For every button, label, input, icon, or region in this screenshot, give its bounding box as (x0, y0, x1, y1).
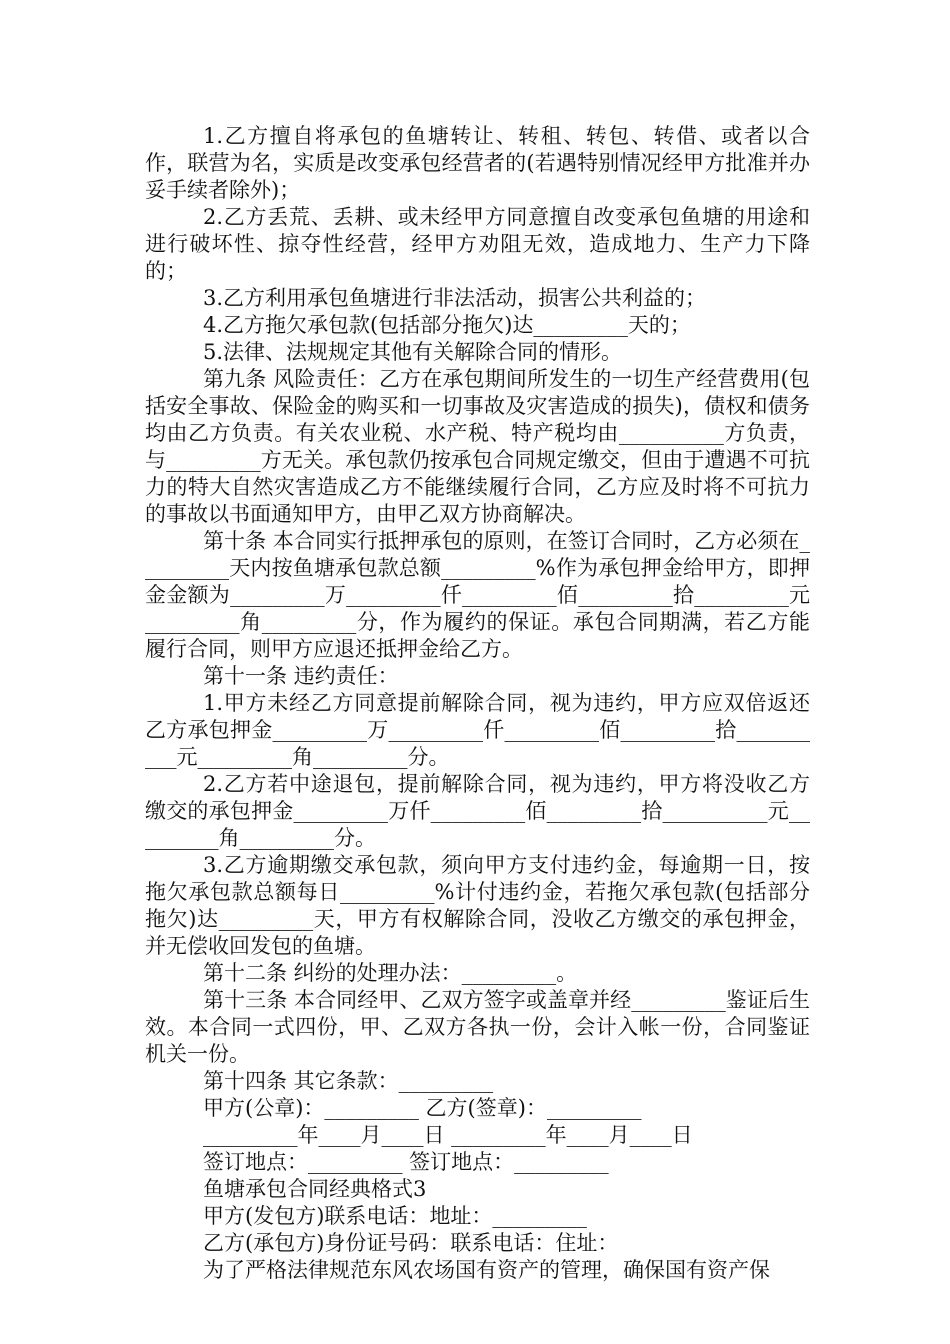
party-b-info: 乙方(承包方)身份证号码：联系电话：住址： (203, 1231, 619, 1255)
article-11-heading: 第十一条 违约责任： (203, 664, 399, 688)
closing-paragraph: 为了严格法律规范东风农场国有资产的管理，确保国有资产保 (203, 1258, 770, 1282)
clause-item-1: 1.乙方擅自将承包的鱼塘转让、转租、转包、转借、或者以合作，联营为名，实质是改变承包经营者的(若遇特别情况经甲方批准并办妥手续者除外)； (145, 124, 810, 202)
clause-item-3: 3.乙方利用承包鱼塘进行非法活动，损害公共利益的； (203, 286, 707, 310)
article-13-effect: 第十三条 本合同经甲、乙双方签字或盖章并经_________鉴证后生效。本合同一式四份，甲、乙双方各执一份，会计入帐一份，合同鉴证机关一份。 (145, 988, 810, 1066)
party-a-info: 甲方(发包方)联系电话：地址：_________ (203, 1204, 587, 1228)
clause-item-2: 2.乙方丢荒、丢耕、或未经甲方同意擅自改变承包鱼塘的用途和进行破坏性、掠夺性经营，经甲方劝阻无效，造成地力、生产力下降的； (145, 205, 810, 283)
article-14-other: 第十四条 其它条款：_________ (203, 1069, 494, 1093)
breach-clause-3: 3.乙方逾期缴交承包款，须向甲方支付违约金，每逾期一日，按拖欠承包款总额每日_________%计付违约金，若拖欠承包款(包括部分拖欠)达_________天，甲方有权解除合同，没收乙方缴交的承包押金，并无偿收回发包的鱼塘。 (145, 853, 810, 958)
breach-clause-1: 1.甲方未经乙方同意提前解除合同，视为违约，甲方应双倍返还乙方承包押金_________万_________仟_________佰_________拾__________元_________角_________分。 (145, 691, 810, 769)
article-10-deposit: 第十条 本合同实行抵押承包的原则，在签订合同时，乙方必须在_________天内按鱼塘承包款总额_________%作为承包押金给甲方，即押金金额为_________万_________仟_________佰_________拾_________元_________角_________分，作为履约的保证。承包合同期满，若乙方能履行合同，则甲方应退还抵押金给乙方。 (145, 529, 810, 661)
article-9-risk: 第九条 风险责任：乙方在承包期间所发生的一切生产经营费用(包括安全事故、保险金的购买和一切事故及灾害造成的损失)，债权和债务均由乙方负责。有关农业税、水产税、特产税均由__________方负责，与_________方无关。承包款仍按承包合同规定缴交，但由于遭遇不可抗力的特大自然灾害造成乙方不能继续履行合同，乙方应及时将不可抗力的事故以书面通知甲方，由甲乙双方协商解决。 (145, 367, 810, 526)
signing-place: 签订地点：_________ 签订地点：_________ (203, 1150, 609, 1174)
breach-clause-2: 2.乙方若中途退包，提前解除合同，视为违约，甲方将没收乙方缴交的承包押金_________万仟_________佰_________拾__________元_________角_________分。 (145, 772, 810, 850)
clause-item-4: 4.乙方拖欠承包款(包括部分拖欠)达_________天的； (203, 313, 691, 337)
clause-item-5: 5.法律、法规规定其他有关解除合同的情形。 (203, 340, 623, 364)
section-title: 鱼塘承包合同经典格式3 (203, 1177, 427, 1201)
signature-dates: _________年____月____日 _________年____月____日 (203, 1123, 693, 1147)
signature-parties: 甲方(公章)：_________ 乙方(签章)：_________ (203, 1096, 642, 1120)
contract-page (145, 123, 810, 1284)
article-12-disputes: 第十二条 纠纷的处理办法：_________。 (203, 961, 578, 985)
